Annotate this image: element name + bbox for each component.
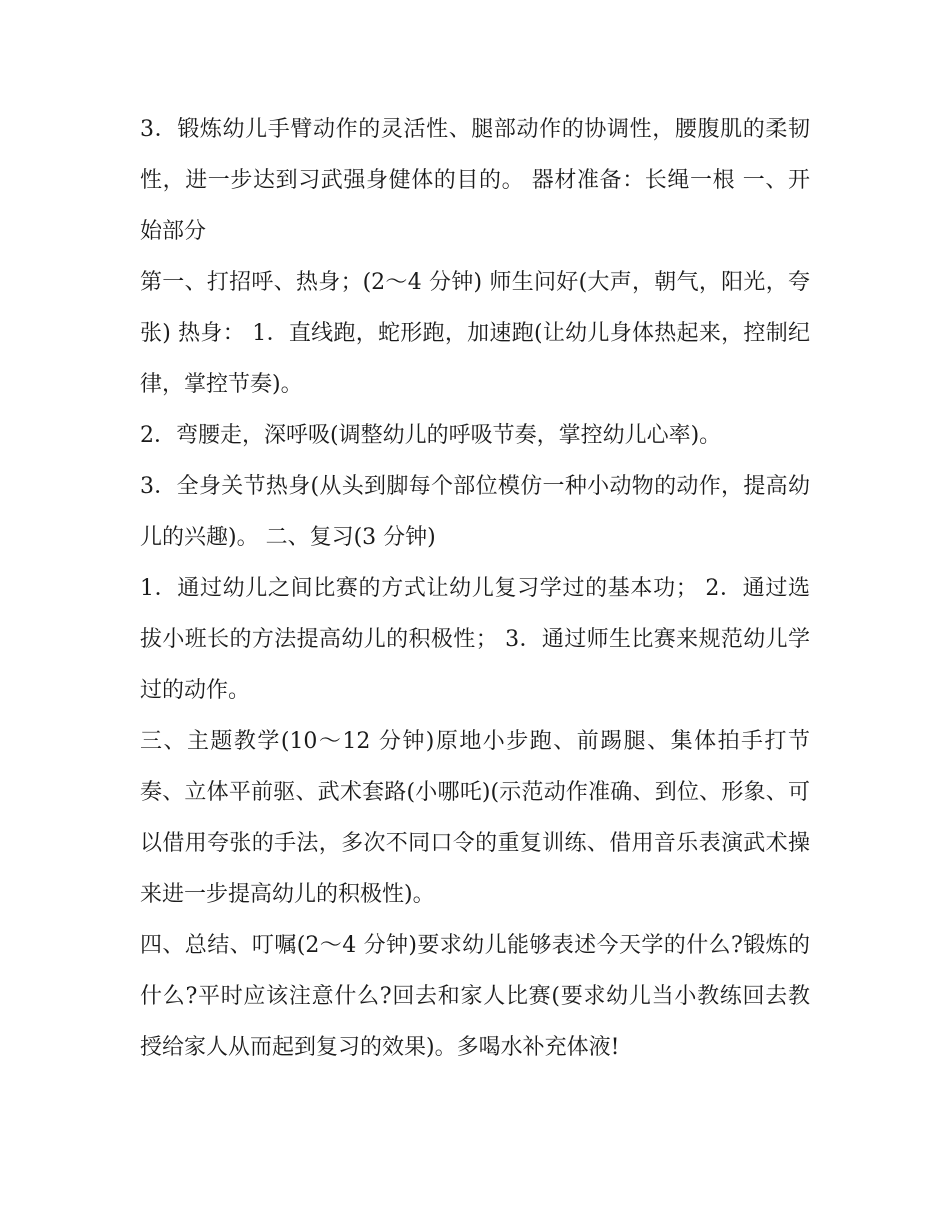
paragraph-summary: 四、总结、叮嘱(2～4 分钟)要求幼儿能够表述今天学的什么?锻炼的什么?平时应该注意什么?回去和家人比赛(要求幼儿当小教练回去教授给家人从而起到复习的效果)。多喝水补充体液! [140,933,810,1060]
paragraph-main-teaching: 三、主题教学(10～12 分钟)原地小步跑、前踢腿、集体拍手打节奏、立体平前驱、武术套路(小哪吒)(示范动作准确、到位、形象、可以借用夸张的手法，多次不同口令的重复训练、借用音乐表演武术操来进一步提高幼儿的积极性)。 [140,729,810,907]
document-page [140,104,810,1073]
paragraph-breathing: 2．弯腰走，深呼吸(调整幼儿的呼吸节奏，掌控幼儿心率)。 [140,423,722,448]
paragraph-review: 1．通过幼儿之间比赛的方式让幼儿复习学过的基本功； 2．通过选拔小班长的方法提高幼儿的积极性； 3．通过师生比赛来规范幼儿学过的动作。 [140,576,810,703]
paragraph-warmup: 第一、打招呼、热身；(2～4 分钟) 师生问好(大声，朝气，阳光，夸张) 热身： 1．直线跑，蛇形跑，加速跑(让幼儿身体热起来，控制纪律，掌控节奏)。 [140,270,810,397]
paragraph-training-goals: 3．锻炼幼儿手臂动作的灵活性、腿部动作的协调性，腰腹肌的柔韧性，进一步达到习武强身健体的目的。 器材准备：长绳一根 一、开始部分 [140,117,810,244]
paragraph-joint-warmup: 3．全身关节热身(从头到脚每个部位模仿一种小动物的动作，提高幼儿的兴趣)。 二、复习(3 分钟) [140,474,810,550]
